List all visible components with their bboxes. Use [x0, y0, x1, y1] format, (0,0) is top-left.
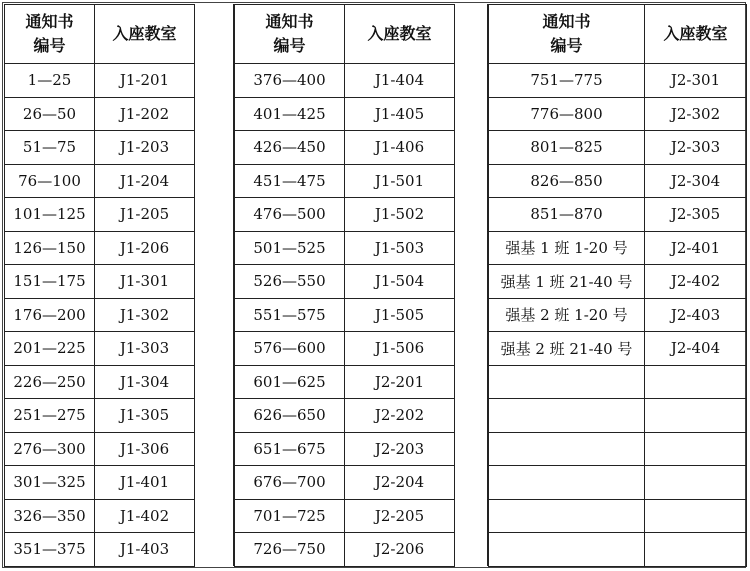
classroom-cell: J1-502 — [345, 198, 455, 232]
table-row — [5, 332, 195, 366]
table-row — [489, 64, 747, 98]
table-body — [235, 64, 455, 567]
table-row — [5, 499, 195, 533]
classroom-cell: J1-302 — [95, 298, 195, 332]
table-row — [489, 399, 747, 433]
table-row — [489, 466, 747, 500]
notice-no-cell: 351—375 — [5, 533, 95, 567]
seating-table-2 — [234, 4, 455, 567]
table-row — [489, 131, 747, 165]
header-classroom: 入座教室 — [645, 5, 747, 64]
classroom-cell: J1-205 — [95, 198, 195, 232]
table-row — [489, 265, 747, 299]
notice-no-cell: 601—625 — [235, 365, 345, 399]
header-notice-no: 通知书 编号 — [489, 5, 645, 64]
table-row — [5, 131, 195, 165]
classroom-cell: J1-304 — [95, 365, 195, 399]
notice-no-cell: 51—75 — [5, 131, 95, 165]
header-classroom: 入座教室 — [345, 5, 455, 64]
table-row — [235, 97, 455, 131]
notice-no-cell: 826—850 — [489, 164, 645, 198]
notice-no-cell: 201—225 — [5, 332, 95, 366]
notice-no-cell: 176—200 — [5, 298, 95, 332]
table-row — [5, 231, 195, 265]
classroom-cell: J2-204 — [345, 466, 455, 500]
classroom-cell — [645, 432, 747, 466]
table-row — [5, 97, 195, 131]
classroom-cell: J2-303 — [645, 131, 747, 165]
header-classroom: 入座教室 — [95, 5, 195, 64]
table-body — [489, 64, 747, 567]
classroom-cell — [645, 365, 747, 399]
notice-no-cell — [489, 365, 645, 399]
classroom-cell: J1-404 — [345, 64, 455, 98]
notice-no-cell: 501—525 — [235, 231, 345, 265]
classroom-cell: J1-402 — [95, 499, 195, 533]
table-row — [235, 265, 455, 299]
classroom-cell: J1-506 — [345, 332, 455, 366]
header-row — [5, 5, 195, 64]
table-row — [489, 432, 747, 466]
classroom-cell: J1-501 — [345, 164, 455, 198]
header-row — [235, 5, 455, 64]
header-notice-no: 通知书 编号 — [5, 5, 95, 64]
classroom-cell: J2-401 — [645, 231, 747, 265]
table-row — [235, 164, 455, 198]
table-row — [5, 298, 195, 332]
classroom-cell: J2-404 — [645, 332, 747, 366]
table-row — [5, 64, 195, 98]
table-row — [489, 298, 747, 332]
notice-no-cell: 151—175 — [5, 265, 95, 299]
notice-no-cell: 651—675 — [235, 432, 345, 466]
table-row — [489, 499, 747, 533]
table-row — [5, 365, 195, 399]
notice-no-cell: 376—400 — [235, 64, 345, 98]
notice-no-cell: 251—275 — [5, 399, 95, 433]
table-row — [235, 466, 455, 500]
notice-no-cell — [489, 399, 645, 433]
classroom-cell — [645, 499, 747, 533]
table-row — [5, 164, 195, 198]
classroom-cell: J2-304 — [645, 164, 747, 198]
notice-no-cell: 强基 2 班 1-20 号 — [489, 298, 645, 332]
notice-no-cell — [489, 432, 645, 466]
table-row — [489, 97, 747, 131]
table-row — [5, 533, 195, 567]
classroom-cell: J2-301 — [645, 64, 747, 98]
notice-no-cell: 426—450 — [235, 131, 345, 165]
notice-no-cell: 101—125 — [5, 198, 95, 232]
classroom-cell: J1-202 — [95, 97, 195, 131]
table-row — [235, 399, 455, 433]
notice-no-cell: 326—350 — [5, 499, 95, 533]
table-row — [5, 466, 195, 500]
notice-no-cell — [489, 466, 645, 500]
notice-no-cell: 576—600 — [235, 332, 345, 366]
notice-no-cell — [489, 499, 645, 533]
classroom-cell: J2-402 — [645, 265, 747, 299]
table-row — [235, 533, 455, 567]
table-row — [489, 365, 747, 399]
table-row — [489, 198, 747, 232]
notice-no-cell: 301—325 — [5, 466, 95, 500]
table-row — [5, 432, 195, 466]
table-row — [5, 399, 195, 433]
classroom-cell: J2-201 — [345, 365, 455, 399]
notice-no-cell: 751—775 — [489, 64, 645, 98]
notice-no-cell: 851—870 — [489, 198, 645, 232]
classroom-cell: J1-406 — [345, 131, 455, 165]
notice-no-cell: 126—150 — [5, 231, 95, 265]
notice-no-cell: 626—650 — [235, 399, 345, 433]
classroom-cell: J2-205 — [345, 499, 455, 533]
table-row — [235, 198, 455, 232]
classroom-cell: J1-503 — [345, 231, 455, 265]
classroom-cell: J1-204 — [95, 164, 195, 198]
classroom-cell: J1-303 — [95, 332, 195, 366]
header-notice-no: 通知书 编号 — [235, 5, 345, 64]
classroom-cell: J1-405 — [345, 97, 455, 131]
notice-no-cell: 476—500 — [235, 198, 345, 232]
table-body — [5, 64, 195, 567]
table-row — [235, 64, 455, 98]
notice-no-cell: 强基 2 班 21-40 号 — [489, 332, 645, 366]
notice-no-cell: 1—25 — [5, 64, 95, 98]
notice-no-cell: 676—700 — [235, 466, 345, 500]
classroom-cell: J2-302 — [645, 97, 747, 131]
table-row — [489, 164, 747, 198]
table-row — [235, 231, 455, 265]
classroom-cell — [645, 466, 747, 500]
classroom-cell: J1-401 — [95, 466, 195, 500]
table-row — [5, 198, 195, 232]
classroom-cell: J2-403 — [645, 298, 747, 332]
table-row — [489, 231, 747, 265]
seating-table-1 — [4, 4, 195, 567]
classroom-cell: J2-202 — [345, 399, 455, 433]
table-row — [5, 265, 195, 299]
notice-no-cell: 726—750 — [235, 533, 345, 567]
classroom-cell: J1-301 — [95, 265, 195, 299]
notice-no-cell: 26—50 — [5, 97, 95, 131]
classroom-cell: J1-203 — [95, 131, 195, 165]
classroom-cell: J1-505 — [345, 298, 455, 332]
classroom-cell: J1-306 — [95, 432, 195, 466]
notice-no-cell: 551—575 — [235, 298, 345, 332]
table-row — [235, 499, 455, 533]
notice-no-cell: 226—250 — [5, 365, 95, 399]
classroom-cell: J1-504 — [345, 265, 455, 299]
notice-no-cell: 776—800 — [489, 97, 645, 131]
notice-no-cell: 276—300 — [5, 432, 95, 466]
notice-no-cell: 801—825 — [489, 131, 645, 165]
notice-no-cell: 76—100 — [5, 164, 95, 198]
classroom-cell: J1-206 — [95, 231, 195, 265]
classroom-cell — [645, 399, 747, 433]
classroom-cell — [645, 533, 747, 567]
column-divider — [454, 4, 488, 566]
notice-no-cell — [489, 533, 645, 567]
classroom-cell: J2-305 — [645, 198, 747, 232]
seating-table-3 — [488, 4, 747, 567]
notice-no-cell: 526—550 — [235, 265, 345, 299]
notice-no-cell: 451—475 — [235, 164, 345, 198]
header-row — [489, 5, 747, 64]
classroom-cell: J1-201 — [95, 64, 195, 98]
table-row — [235, 432, 455, 466]
column-divider — [194, 4, 234, 566]
table-row — [489, 332, 747, 366]
notice-no-cell: 强基 1 班 21-40 号 — [489, 265, 645, 299]
classroom-cell: J2-203 — [345, 432, 455, 466]
notice-no-cell: 401—425 — [235, 97, 345, 131]
notice-no-cell: 强基 1 班 1-20 号 — [489, 231, 645, 265]
notice-no-cell: 701—725 — [235, 499, 345, 533]
classroom-cell: J2-206 — [345, 533, 455, 567]
table-row — [235, 332, 455, 366]
classroom-cell: J1-305 — [95, 399, 195, 433]
table-row — [235, 365, 455, 399]
table-row — [235, 298, 455, 332]
table-row — [489, 533, 747, 567]
table-row — [235, 131, 455, 165]
classroom-cell: J1-403 — [95, 533, 195, 567]
